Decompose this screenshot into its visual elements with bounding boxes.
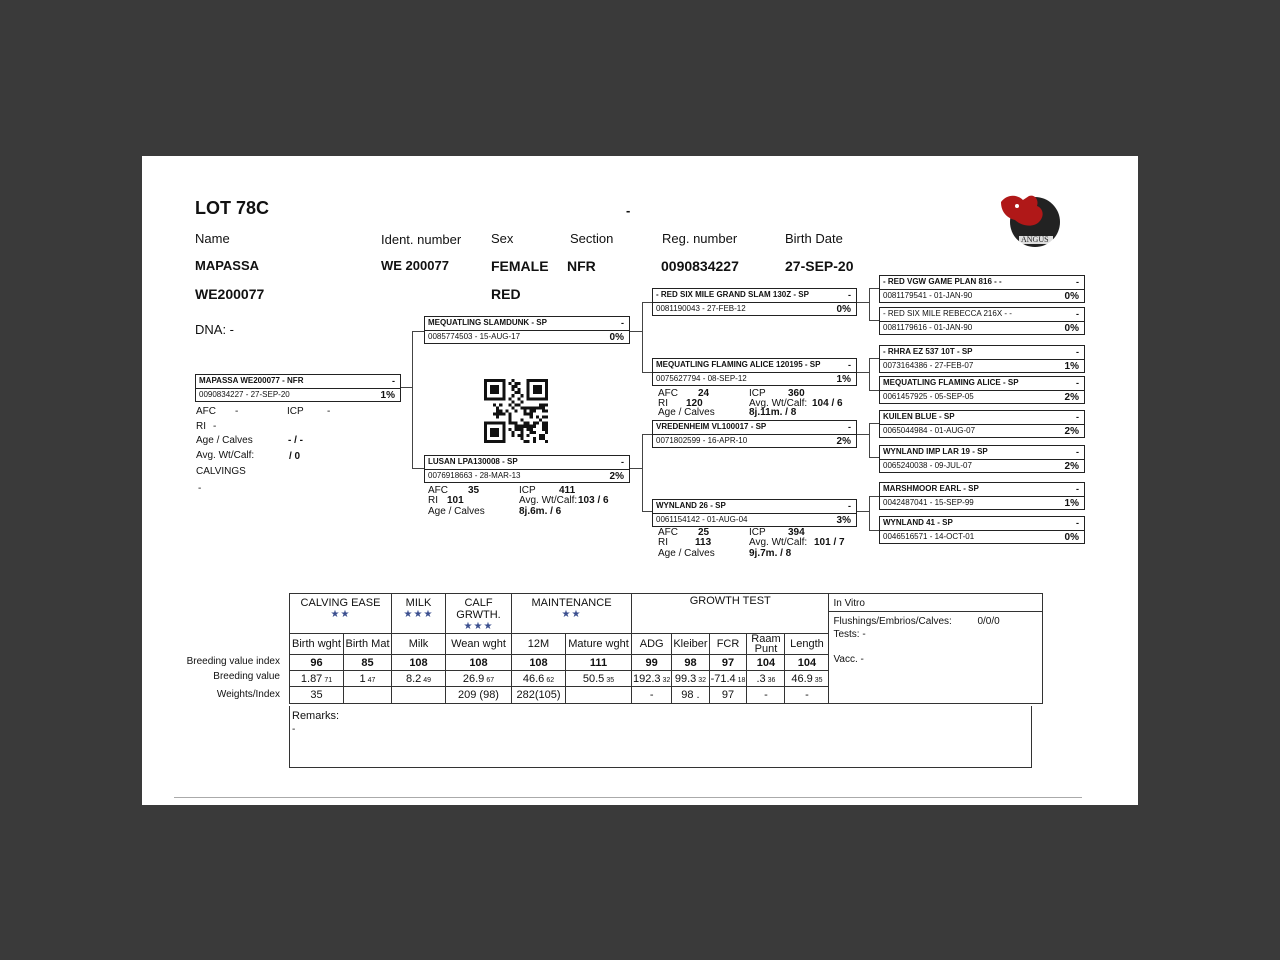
group-calving-ease: CALVING EASE ★★ — [290, 594, 392, 634]
lot-number: LOT 78C — [195, 198, 270, 218]
connector — [869, 358, 879, 359]
animal-pct: 1% — [380, 390, 395, 401]
footer-divider — [174, 797, 1082, 798]
header-dash: - — [626, 203, 631, 218]
row-label-weights: Weights/Index — [216, 689, 280, 700]
pedigree-gp-4: WYNLAND 26 - SP - 0061154142 - 01-AUG-04 3% — [652, 499, 857, 527]
connector — [642, 434, 652, 435]
label-reg: Reg. number — [662, 231, 738, 246]
connector — [869, 530, 879, 531]
remarks-value: - — [292, 724, 296, 735]
value-ident: WE 200077 — [381, 258, 449, 273]
group-milk: MILK ★★★ — [392, 594, 446, 634]
qr-code — [482, 379, 550, 443]
pedigree-ggp-7: MARSHMOOR EARL - SP - 0042487041 - 15-SEP-99 1% — [879, 482, 1085, 510]
connector — [630, 331, 642, 332]
connector — [642, 302, 652, 303]
angus-logo — [999, 192, 1061, 248]
calf-stars-icon: ★★★ — [463, 621, 494, 632]
pedigree-animal: MAPASSA WE200077 - NFR - 0090834227 - 27-SEP-20 1% — [195, 374, 401, 402]
value-row: 1.87 71 1 47 8.2 49 26.9 67 46.6 62 50.5 35 192.3 32 99.3 32 -71.4 18 .3 36 46.9 35 — [290, 671, 1043, 687]
pedigree-ggp-2: - RED SIX MILE REBECCA 216X - - - 0081179616 - 01-JAN-90 0% — [879, 307, 1085, 335]
tests-label: Tests: - — [833, 629, 866, 640]
connector — [630, 468, 642, 469]
label-sex: Sex — [491, 231, 514, 246]
value-color: RED — [491, 286, 521, 302]
group-calf-growth: CALF GRWTH. ★★★ — [446, 594, 512, 634]
group-maintenance: MAINTENANCE ★★ — [512, 594, 632, 634]
pedigree-gp-1: - RED SIX MILE GRAND SLAM 130Z - SP - 0081190043 - 27-FEB-12 0% — [652, 288, 857, 316]
pedigree-ggp-5: KUILEN BLUE - SP - 0065044984 - 01-AUG-07 2% — [879, 410, 1085, 438]
connector — [642, 434, 643, 512]
pedigree-ggp-1: - RED VGW GAME PLAN 816 - - - 0081179541 - 01-JAN-90 0% — [879, 275, 1085, 303]
pedigree-gp-3: VREDENHEIM VL100017 - SP - 0071802599 - 16-APR-10 2% — [652, 420, 857, 448]
index-row: 96 85 108 108 108 111 99 98 97 104 104 — [290, 655, 1043, 671]
dna-label: DNA: - — [195, 322, 234, 337]
animal-id: 0090834227 - 27-SEP-20 — [199, 390, 290, 399]
pedigree-dam: LUSAN LPA130008 - SP - 0076918663 - 28-MAR-13 2% — [424, 455, 630, 483]
pedigree-gp-2: MEQUATLING FLAMING ALICE 120195 - SP - 0075627794 - 08-SEP-12 1% — [652, 358, 857, 386]
connector — [642, 372, 652, 373]
row-label-index: Breeding value index — [186, 656, 280, 667]
value-section: NFR — [567, 258, 596, 274]
remarks-box — [289, 706, 1032, 768]
connector — [869, 288, 879, 289]
connector — [412, 331, 424, 332]
pedigree-certificate: LOT 78C - Name Ident. number Sex Section Reg. number Birth Date MAPASSA WE 200077 FEMALE NFR 0090834227 27-SEP-20 WE200077 RED DNA: - ANGUS MAPASSA WE200077 - NFR - 0090834227 - 27-SEP-20 1% AFC - ICP - RI - Age / Calves - / - Avg. Wt/Calf: / 0 CALVINGS - MEQUATLING SLAMDUNK - SP - 0085774503 - 15-AUG-17 0% LUSAN LPA130008 - SP - 0076918663 - 28-MAR-13 2% AFC 35 ICP 411 RI 101 Avg. Wt/Calf: 103 / 6 Age / Calves 8j.6m. / 6 - RED SIX MILE GRAND SLAM 130Z - SP - 0081190043 - 27-FEB-12 0% MEQUATLING FLAMING ALICE 120195 - SP - 0075627794 - 08-SEP-12 1% AFC 24 ICP 360 RI 120 Avg. Wt/Calf: 104 / 6 Age / Calves 8j.11m. / 8 VREDENHEIM VL100017 - SP - 0071802599 - 16-APR-10 2% WYNLAND 26 - SP - 0061154142 - 01-AUG-04 3% AFC 25 ICP 394 RI 113 Avg. Wt/Calf: 101 / 7 Age / Calves 9j.7m. / 8 - RED VGW GAME PLAN 816 - - - 0081179541 - 01-JAN-90 0% - RED SIX MILE REBECCA 216X - - - 0081179616 - 01-JAN-90 0% - RHRA EZ 537 10T - SP - 0073164386 - 27-FEB-07 1% MEQUATLING FLAMING ALICE - SP - 0061457925 - 05-SEP-05 2% KUILEN BLUE - SP - 0065044984 - 01-AUG-07 2% WYNLAND IMP LAR 19 - SP - 0065240038 - 09-JUL-07 2% MARSHMOOR EARL - SP - 0042487041 - 15-SEP-99 1% WYNLAND 41 - SP - 0046516571 - 14-OCT-01 0% Breeding value index Breeding value Weights/Index CALVING EASE ★★ MILK ★★★ CALF GRWTH. ★★★ MAINTENANCE ★★ GROWTH TEST In Vitro Flushings/Embrios/Calves: 0/0/0 Tests: - Vacc. - Birth wght Birth Mat Milk Wean wght 12M Mature wght ADG Kleiber FCR Raam Punt Length 96 85 108 108 108 111 99 98 97 104 104 1.87 71 1 47 8.2 49 26.9 67 46.6 62 50.5 35 192.3 32 99.3 32 -71.4 18 .3 36 46.9 35 35 209 (98) 282(105) - 98 . 97 - - Remarks: - — [142, 156, 1138, 805]
animal-name: MAPASSA WE200077 - NFR — [199, 376, 304, 385]
connector — [642, 302, 643, 373]
invitro-label: In Vitro — [829, 594, 1042, 612]
remarks-label: Remarks: — [292, 710, 340, 722]
row-label-value: Breeding value — [213, 671, 280, 682]
milk-stars-icon: ★★★ — [403, 609, 434, 620]
connector — [869, 457, 879, 458]
logo-text: ANGUS — [1021, 235, 1049, 244]
connector — [400, 387, 412, 388]
pedigree-ggp-6: WYNLAND IMP LAR 19 - SP - 0065240038 - 09-JUL-07 2% — [879, 445, 1085, 473]
label-name: Name — [195, 231, 230, 246]
connector — [869, 423, 870, 458]
connector — [857, 302, 869, 303]
pedigree-ggp-8: WYNLAND 41 - SP - 0046516571 - 14-OCT-01 0% — [879, 516, 1085, 544]
connector — [869, 496, 870, 530]
value-name2: WE200077 — [195, 286, 265, 302]
pedigree-ggp-4: MEQUATLING FLAMING ALICE - SP - 0061457925 - 05-SEP-05 2% — [879, 376, 1085, 404]
maint-stars-icon: ★★ — [561, 609, 582, 620]
label-ident: Ident. number — [381, 232, 462, 247]
connector — [857, 434, 869, 435]
weights-row: 35 209 (98) 282(105) - 98 . 97 - - — [290, 687, 1043, 704]
connector — [412, 468, 424, 469]
value-birth: 27-SEP-20 — [785, 258, 854, 274]
group-growth-test: GROWTH TEST — [632, 594, 829, 634]
flushings-label: Flushings/Embrios/Calves: — [833, 616, 952, 627]
pedigree-sire: MEQUATLING SLAMDUNK - SP - 0085774503 - 15-AUG-17 0% — [424, 316, 630, 344]
connector — [869, 390, 879, 391]
connector — [869, 496, 879, 497]
label-birth: Birth Date — [785, 231, 843, 246]
value-sex: FEMALE — [491, 258, 549, 274]
pedigree-ggp-3: - RHRA EZ 537 10T - SP - 0073164386 - 27-FEB-07 1% — [879, 345, 1085, 373]
value-reg: 0090834227 — [661, 258, 739, 274]
column-header-row: Birth wght Birth Mat Milk Wean wght 12M Mature wght ADG Kleiber FCR Raam Punt Length — [290, 634, 1043, 655]
vacc-label: Vacc. - — [833, 654, 864, 665]
connector — [869, 423, 879, 424]
side-panel — [829, 594, 1043, 704]
value-name: MAPASSA — [195, 258, 260, 273]
connector — [857, 511, 869, 512]
flushings-value: 0/0/0 — [977, 616, 1000, 627]
connector — [642, 511, 652, 512]
connector — [412, 331, 413, 469]
connector — [869, 288, 870, 320]
calving-stars-icon: ★★ — [330, 609, 351, 620]
breeding-values-table — [289, 593, 1043, 704]
connector — [857, 372, 869, 373]
connector — [869, 358, 870, 391]
label-section: Section — [570, 231, 614, 246]
connector — [869, 320, 879, 321]
